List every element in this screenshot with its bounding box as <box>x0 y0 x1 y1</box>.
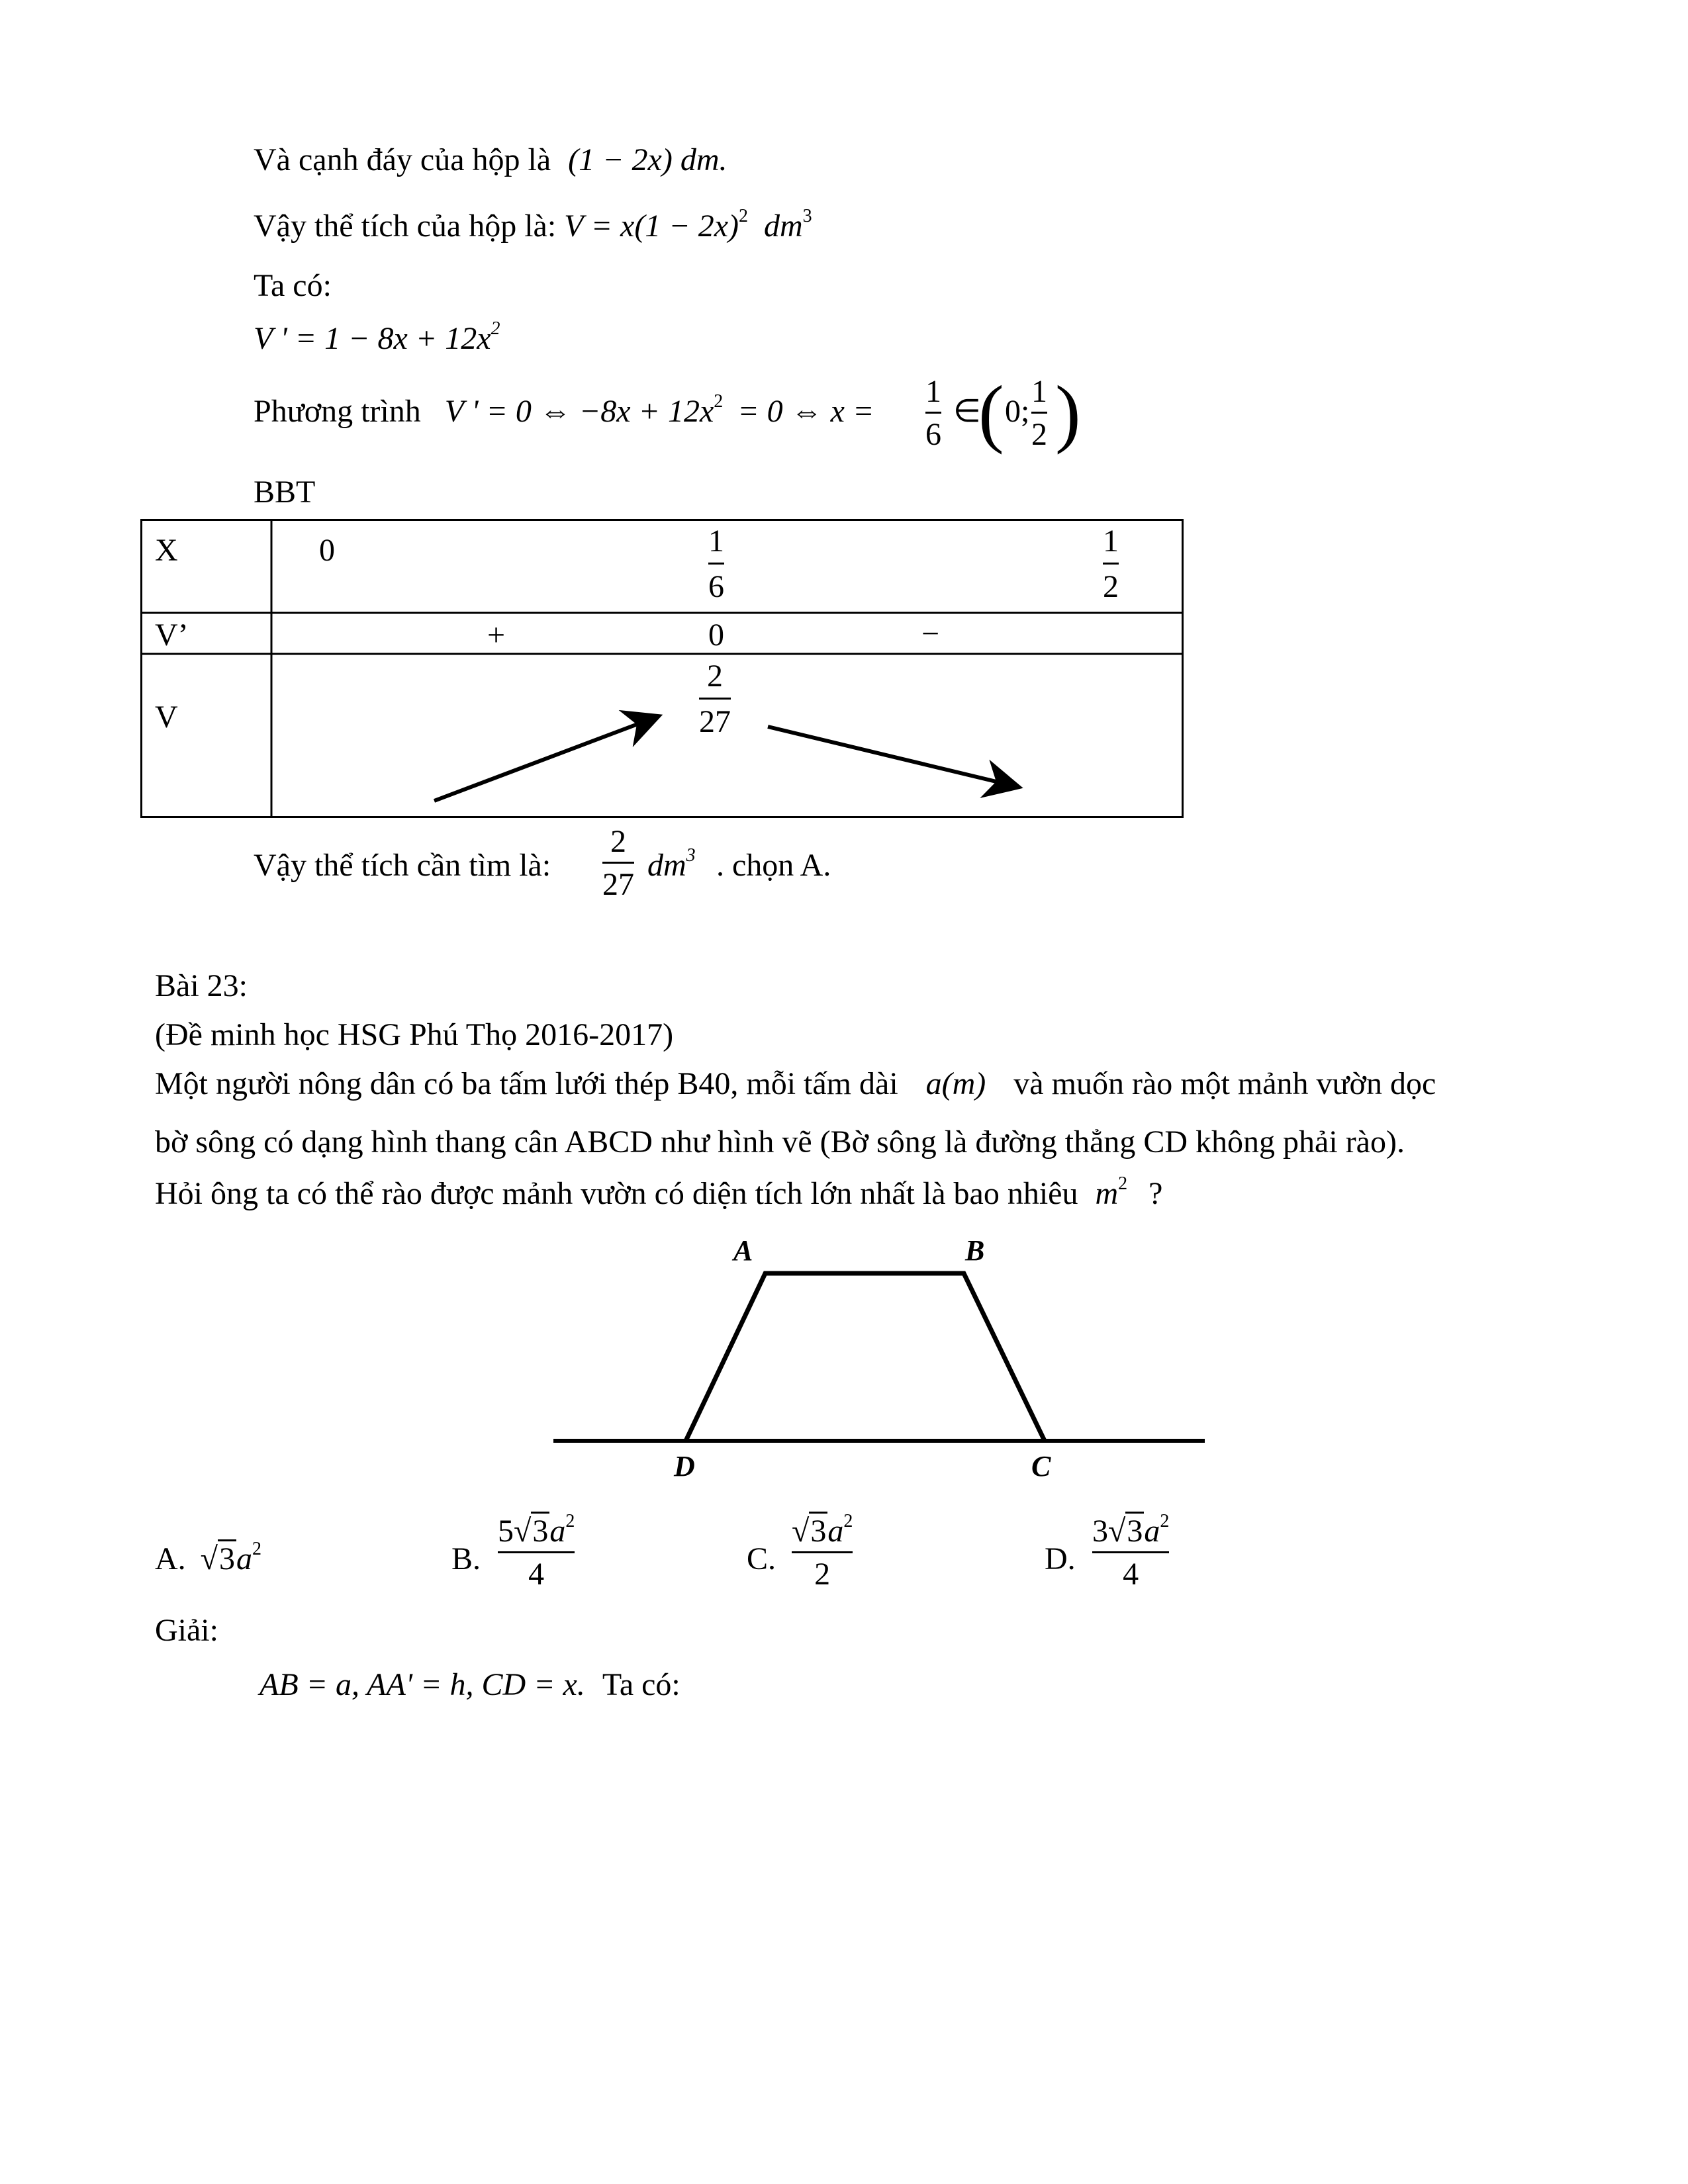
numerator: 1 <box>925 374 941 409</box>
var: a <box>827 1514 844 1549</box>
exponent: 2 <box>491 318 500 339</box>
sqrt-icon: √ <box>792 1514 810 1549</box>
vprime-positive: + <box>487 617 506 653</box>
x-critical <box>708 525 724 603</box>
increasing-arrow <box>434 717 655 801</box>
x-end <box>1103 525 1119 603</box>
choice-a <box>155 1539 262 1576</box>
unit-m: (m) <box>941 1066 986 1101</box>
line-base-side <box>254 144 727 176</box>
problem-title: Bài 23: <box>155 968 248 1003</box>
exponent: 2 <box>714 391 724 412</box>
exponent: 2 <box>1118 1173 1128 1194</box>
expr-volume: V = x(1 − 2x) <box>564 208 739 244</box>
choice-b-label: B. <box>451 1541 481 1576</box>
numerator: 1 <box>1103 523 1119 559</box>
table-border <box>142 520 1183 817</box>
conclusion-choice: . chọn A. <box>716 848 831 883</box>
denominator: 2 <box>814 1557 831 1592</box>
radicand: 3 <box>809 1512 827 1549</box>
sqrt-icon: √ <box>200 1541 218 1576</box>
v-max <box>699 660 731 738</box>
variation-table <box>140 519 1184 818</box>
bbt-label: BBT <box>254 475 316 510</box>
var-m: m <box>1095 1176 1119 1211</box>
expr: AB = a, AA' = h, CD = x. <box>259 1667 585 1702</box>
fraction-bar <box>792 1551 853 1553</box>
solution-line <box>259 1669 680 1701</box>
denominator: 27 <box>602 867 634 902</box>
text: Vậy thể tích của hộp là: <box>254 208 557 244</box>
trapezoid-fence <box>686 1273 1045 1441</box>
row-label-v: V <box>155 700 178 735</box>
unit: dm <box>763 208 803 244</box>
exponent: 2 <box>843 1511 853 1531</box>
numerator: 2 <box>610 824 626 859</box>
problem-source: (Đề minh học HSG Phú Thọ 2016-2017) <box>155 1017 674 1052</box>
choice-d <box>1092 1511 1170 1592</box>
exponent: 2 <box>1160 1511 1170 1531</box>
conclusion-text: Vậy thể tích cần tìm là: <box>254 848 551 883</box>
choice-b <box>498 1511 575 1592</box>
denominator: 6 <box>925 417 941 452</box>
table-grid <box>140 519 1184 818</box>
expr: V ' = 1 − 8x + 12x <box>254 321 491 356</box>
var: a <box>236 1541 253 1576</box>
fraction-bar <box>925 412 941 414</box>
text: Và cạnh đáy của hộp là <box>254 142 551 177</box>
vprime-negative: − <box>921 616 940 651</box>
exponent: 3 <box>686 845 696 866</box>
problem-line-1 <box>155 1068 1605 1100</box>
radicand: 3 <box>1125 1512 1144 1549</box>
solution-title: Giải: <box>155 1613 218 1648</box>
line-equation <box>254 391 874 429</box>
sqrt-icon: √ <box>1108 1514 1126 1549</box>
vertex-a: A <box>733 1234 753 1267</box>
fraction-bar <box>699 698 731 700</box>
interval-close: ) <box>1055 371 1081 455</box>
fraction-bar <box>708 563 724 565</box>
exponent: 3 <box>802 206 812 226</box>
x-start: 0 <box>319 533 335 568</box>
fraction-bar <box>602 862 634 864</box>
exponent: 2 <box>252 1539 262 1559</box>
unit-dm: dm. <box>680 142 727 177</box>
denominator: 2 <box>1103 569 1119 604</box>
choice-c-label: C. <box>747 1541 776 1576</box>
radicand: 3 <box>531 1512 549 1549</box>
conclusion-unit <box>647 845 696 883</box>
numerator <box>792 1511 853 1549</box>
numerator: 1 <box>708 523 724 559</box>
var: a <box>1144 1514 1160 1549</box>
label: A. <box>155 1541 186 1576</box>
sqrt-icon: √ <box>514 1514 532 1549</box>
conclusion-fraction <box>602 826 634 901</box>
text: Một người nông dân có ba tấm lưới thép B40, mỗi tấm dài <box>155 1066 898 1101</box>
expr: V ' = 0 ⇔ −8x + 12x <box>444 394 714 429</box>
numerator: 2 <box>707 659 723 694</box>
fraction-bar <box>1092 1551 1169 1553</box>
line-ta-co: Ta có: <box>254 268 332 303</box>
fraction-1-2 <box>1031 376 1047 451</box>
text: Phương trình <box>254 394 421 429</box>
denominator: 4 <box>1123 1557 1139 1592</box>
numerator: 1 <box>1031 374 1047 409</box>
denominator: 2 <box>1031 417 1047 452</box>
denominator: 6 <box>708 569 724 604</box>
numerator <box>498 1511 575 1549</box>
radicand: 3 <box>218 1539 236 1576</box>
numerator <box>1092 1511 1170 1549</box>
choice-d-label: D. <box>1045 1541 1076 1576</box>
question-mark: ? <box>1149 1176 1163 1211</box>
in-symbol: ∈ <box>953 394 981 429</box>
interval-open: ( <box>978 371 1004 455</box>
text: Hỏi ông ta có thể rào được mảnh vườn có diện tích lớn nhất là bao nhiêu <box>155 1176 1078 1211</box>
exponent: 2 <box>565 1511 575 1531</box>
expr-base: (1 − 2x) <box>568 142 673 177</box>
text: và muốn rào một mảnh vườn dọc <box>1013 1066 1436 1101</box>
decreasing-arrow <box>768 727 1015 786</box>
unit: dm <box>647 848 686 883</box>
line-volume <box>254 206 812 244</box>
denominator: 4 <box>528 1557 545 1592</box>
coef: 3 <box>1092 1514 1108 1549</box>
var-a: a <box>925 1066 942 1101</box>
exponent: 2 <box>738 206 748 226</box>
row-label-x: X <box>155 533 178 568</box>
vertex-d: D <box>674 1450 695 1482</box>
fraction-bar <box>498 1551 575 1553</box>
interval-zero: 0; <box>1005 394 1030 429</box>
vertex-c: C <box>1031 1450 1051 1482</box>
fraction-bar <box>1031 412 1047 414</box>
row-label-vprime: V’ <box>155 617 189 653</box>
line-derivative <box>254 318 500 356</box>
choice-c <box>792 1511 853 1592</box>
fraction-bar <box>1103 563 1119 565</box>
denominator: 27 <box>699 704 731 739</box>
expr: = 0 ⇔ x = <box>737 394 874 429</box>
text: Ta có: <box>602 1667 680 1702</box>
vprime-zero: 0 <box>708 617 724 653</box>
coef: 5 <box>498 1514 514 1549</box>
problem-line-3 <box>155 1173 1163 1211</box>
var: a <box>549 1514 566 1549</box>
fraction-1-6 <box>925 376 941 451</box>
vertex-b: B <box>965 1234 985 1267</box>
problem-line-2: bờ sông có dạng hình thang cân ABCD như hình vẽ (Bờ sông là đường thẳng CD không phải rào). <box>155 1124 1405 1160</box>
